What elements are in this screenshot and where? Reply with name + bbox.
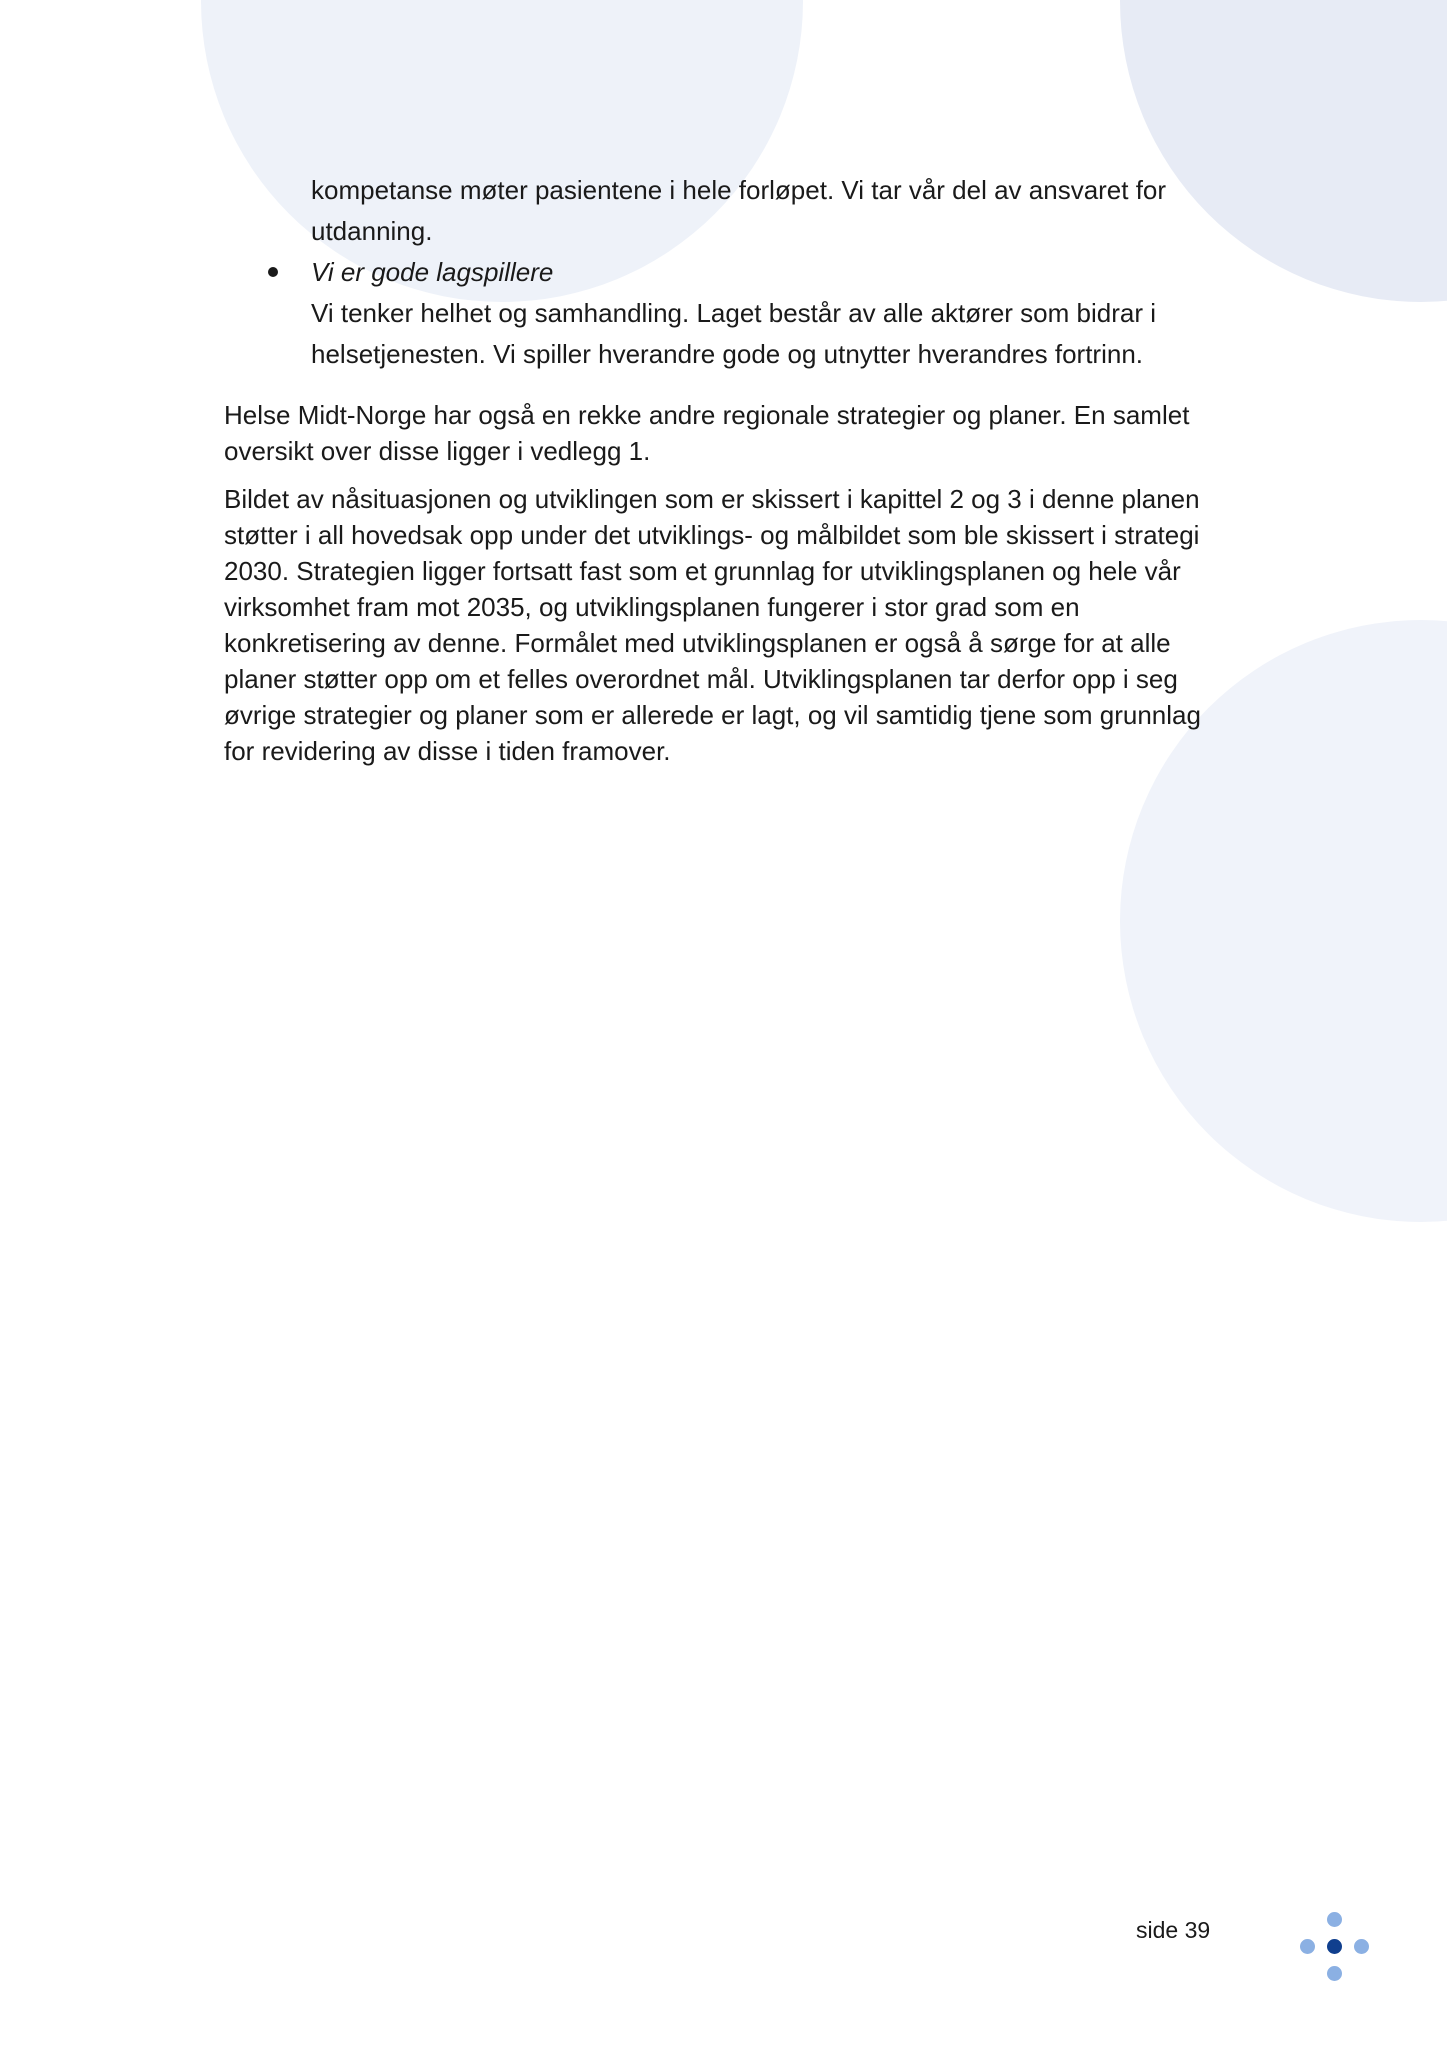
- logo-dot-bottom: [1327, 1966, 1342, 1981]
- logo-dot-top: [1327, 1912, 1342, 1927]
- dot-cross-logo-icon: [1300, 1912, 1368, 1980]
- list-item-text: kompetanse møter pasientene i hele forløpet. Vi tar vår del av ansvaret for utdanning.: [311, 175, 1167, 246]
- list-item-lagspillere: [224, 252, 1214, 375]
- list-item-title: Vi er gode lagspillere: [311, 257, 554, 287]
- list-item-text: Vi tenker helhet og samhandling. Laget består av alle aktører som bidrar i helsetjenesten. Vi spiller hverandre gode og utnytter hverandres fortrinn.: [311, 298, 1156, 369]
- list-item-continuation: [224, 170, 1214, 252]
- paragraph-situation: Bildet av nåsituasjonen og utviklingen som er skissert i kapittel 2 og 3 i denne planen støtter i all hovedsak opp under det utviklings- og målbildet som ble skissert i strategi 2030. Strategien ligger fortsatt fast som et grunnlag for utviklingsplanen og hele vår virksomhet fram mot 2035, og utviklingsplanen fungerer i stor grad som en konkretisering av denne. Formålet med utviklingsplanen er også å sørge for at alle planer støtter opp om et felles overordnet mål. Utviklingsplanen tar derfor opp i seg øvrige strategier og planer som er allerede er lagt, og vil samtidig tjene som grunnlag for revidering av disse i tiden framover.: [224, 484, 1201, 766]
- values-list: [224, 170, 1214, 375]
- logo-dot-right: [1354, 1939, 1369, 1954]
- page-content: [224, 170, 1214, 769]
- logo-dot-left: [1300, 1939, 1315, 1954]
- logo-dot-center: [1327, 1939, 1342, 1954]
- bullet-icon: [268, 267, 278, 277]
- paragraph-regional-strategies: Helse Midt-Norge har også en rekke andre regionale strategier og planer. En samlet oversikt over disse ligger i vedlegg 1.: [224, 400, 1190, 466]
- page-number: side 39: [1136, 1917, 1211, 1943]
